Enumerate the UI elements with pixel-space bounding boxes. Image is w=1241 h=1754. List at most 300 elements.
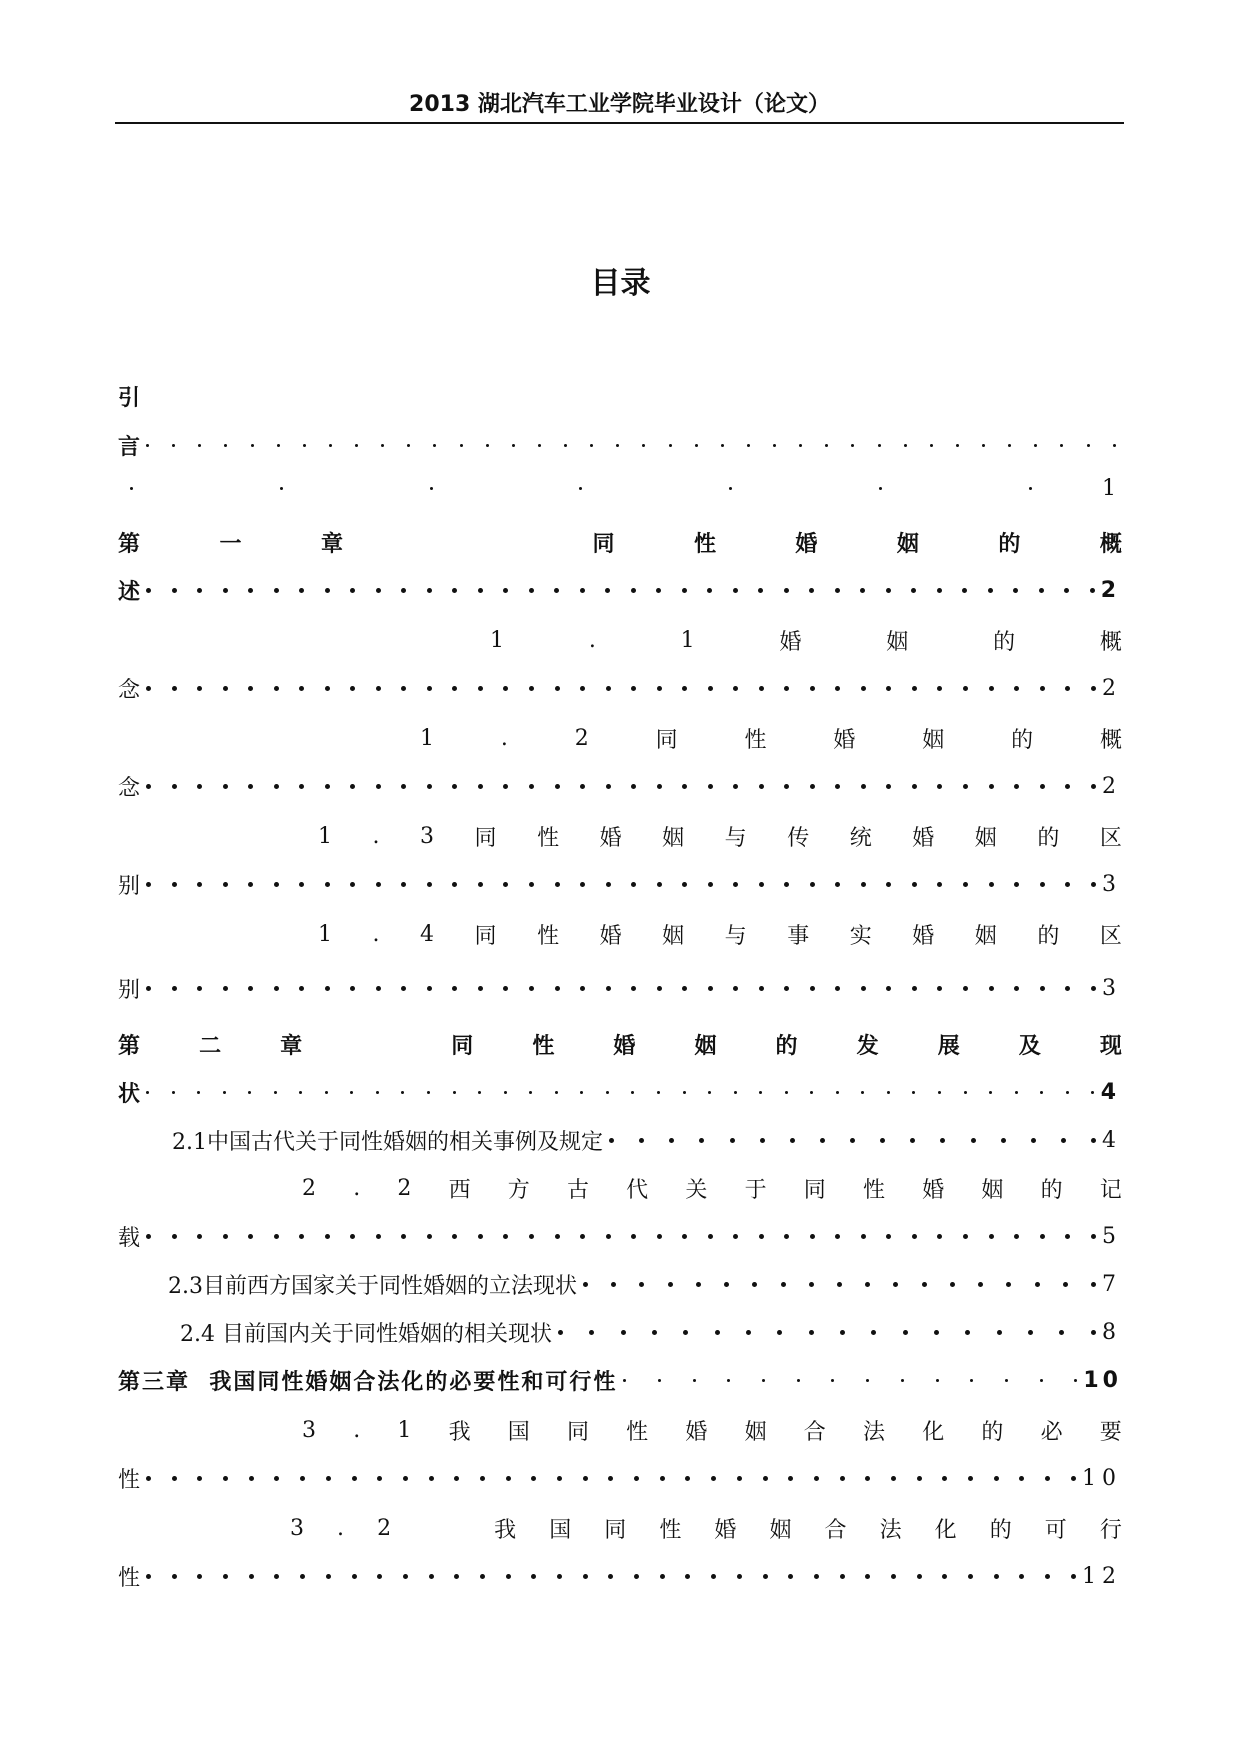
leader-dot [299, 784, 304, 789]
toc-s1-1-char: 概 [1099, 629, 1122, 655]
leader-dot [978, 1282, 983, 1287]
toc-intro-label-part2: 言 [118, 434, 141, 460]
leader-dot [784, 686, 789, 691]
leader-dot [634, 1476, 639, 1481]
leader-dot [146, 986, 151, 991]
leader-dot [734, 1091, 737, 1094]
leader-dot [1034, 444, 1037, 447]
leader-dot [840, 1574, 845, 1579]
leader-dot [529, 1234, 534, 1239]
leader-dot [1031, 1138, 1036, 1143]
leader-dot [1045, 1574, 1050, 1579]
leader-dot [146, 882, 151, 887]
toc-ch2-page: 4 [1100, 1079, 1122, 1105]
leader-dot [840, 1476, 845, 1481]
leader-dots [146, 1091, 1095, 1094]
leader-dot [1029, 487, 1032, 490]
leader-dot [711, 1476, 716, 1481]
leader-dot [799, 444, 802, 447]
leader-dot [223, 686, 228, 691]
toc-s3-1-char: 3 [302, 1417, 316, 1443]
leader-dots [146, 686, 1096, 691]
leader-dot [427, 986, 432, 991]
leader-dot [865, 1476, 870, 1481]
leader-dot [172, 784, 177, 789]
leader-dot [427, 882, 432, 887]
leader-dot [401, 986, 406, 991]
leader-dot [696, 1282, 701, 1287]
leader-dot [917, 1476, 922, 1481]
toc-s1-1-line1[interactable] [490, 620, 1122, 660]
leader-dots [146, 882, 1096, 887]
leader-dot [886, 986, 891, 991]
leader-dot [711, 1574, 716, 1579]
leader-dot [583, 1282, 588, 1287]
leader-dot [912, 1234, 917, 1239]
toc-s2-2-char: 2 [302, 1175, 316, 1201]
toc-s2-2-line2[interactable] [118, 1216, 1122, 1256]
leader-dot [747, 444, 750, 447]
leader-dot [994, 1476, 999, 1481]
leader-dot [249, 1476, 254, 1481]
leader-dot [708, 686, 713, 691]
toc-ch2-line2[interactable] [118, 1072, 1122, 1112]
leader-dot [274, 1234, 279, 1239]
leader-dot [376, 986, 381, 991]
leader-dot [934, 1330, 939, 1335]
leader-dot [355, 444, 358, 447]
leader-dot [922, 1282, 927, 1287]
toc-s3-2-char: 3 [290, 1515, 304, 1541]
leader-dot [950, 1282, 955, 1287]
leader-dot [429, 1574, 434, 1579]
leader-dot [452, 1234, 457, 1239]
toc-s3-1-char: 合 [803, 1419, 826, 1445]
leader-dot [880, 1138, 885, 1143]
leader-dot [658, 1379, 661, 1382]
leader-dot [835, 986, 840, 991]
leader-dot [891, 1476, 896, 1481]
toc-intro-line1[interactable] [118, 376, 1122, 416]
leader-dot [325, 686, 330, 691]
leader-dot [1087, 444, 1090, 447]
toc-s1-4-char: . [372, 921, 380, 947]
leader-dot [452, 986, 457, 991]
toc-s1-2-line1[interactable] [420, 718, 1122, 758]
leader-dot [146, 444, 149, 447]
leader-dot [1091, 1138, 1096, 1143]
leader-dot [729, 487, 732, 490]
toc-s1-4-char: 的 [1037, 923, 1060, 949]
toc-s1-3-char: 1 [318, 823, 332, 849]
leader-dot [248, 686, 253, 691]
leader-dot [989, 686, 994, 691]
toc-s1-4-line2[interactable] [118, 968, 1122, 1008]
leader-dot [506, 1574, 511, 1579]
leader-dot [299, 882, 304, 887]
leader-dot [325, 882, 330, 887]
toc-s1-4-char: 与 [724, 923, 747, 949]
leader-dot [303, 444, 306, 447]
leader-dot [1091, 882, 1096, 887]
toc-ch1-char: 概 [1099, 531, 1122, 557]
leader-dot [1040, 882, 1045, 887]
leader-dot [837, 1282, 842, 1287]
leader-dot [901, 1379, 904, 1382]
leader-dot [1028, 1330, 1033, 1335]
leader-dot [669, 444, 672, 447]
toc-s2-2-line1[interactable] [302, 1168, 1122, 1208]
leader-dot [1091, 1330, 1096, 1335]
leader-dot [605, 588, 610, 593]
leader-dot [891, 1574, 896, 1579]
leader-dot [788, 1574, 793, 1579]
leader-dot [912, 784, 917, 789]
toc-s3-1-tail: 性 [118, 1467, 141, 1493]
leader-dot [825, 444, 828, 447]
leader-dot [376, 686, 381, 691]
toc-s3-1-line1[interactable] [302, 1410, 1122, 1450]
toc-ch1-line2[interactable] [118, 570, 1122, 610]
leader-dot [580, 588, 585, 593]
leader-dot [912, 882, 917, 887]
leader-dot [172, 882, 177, 887]
leader-dot [746, 1330, 751, 1335]
leader-dot [299, 1234, 304, 1239]
toc-title: 目录 [590, 266, 651, 301]
leader-dot [963, 986, 968, 991]
leader-dot [623, 1379, 626, 1382]
leader-dot [555, 1091, 558, 1094]
leader-dot [329, 444, 332, 447]
leader-dot [861, 686, 866, 691]
toc-intro-label-part1: 引 [118, 385, 141, 411]
leader-dot [850, 1138, 855, 1143]
leader-dot [784, 1234, 789, 1239]
leader-dot [912, 986, 917, 991]
leader-dot [1090, 588, 1095, 593]
leader-dot [788, 1476, 793, 1481]
leader-dot [223, 784, 228, 789]
toc-s1-4-char: 性 [537, 923, 560, 949]
toc-s2-2-char: 的 [1040, 1177, 1063, 1203]
leader-dot [762, 1379, 765, 1382]
leader-dot [453, 1091, 456, 1094]
toc-s2-2-char: 于 [744, 1177, 767, 1203]
toc-s1-4-char: 同 [474, 923, 497, 949]
running-header: 2013 湖北汽车工业学院毕业设计（论文） [115, 88, 1124, 124]
leader-dot [1071, 1476, 1076, 1481]
leader-dot [1113, 444, 1116, 447]
leader-dot [427, 1234, 432, 1239]
leader-dot [557, 1574, 562, 1579]
leader-dot [763, 1476, 768, 1481]
leader-dots [146, 784, 1096, 789]
toc-s2-4-page: 8 [1102, 1319, 1122, 1345]
toc-s1-2-char: 概 [1099, 727, 1122, 753]
toc-ch2-char: 发 [856, 1033, 879, 1059]
leader-dot [325, 784, 330, 789]
leader-dot [580, 686, 585, 691]
toc-s2-3[interactable] [168, 1264, 1122, 1304]
toc-intro-line3[interactable] [118, 468, 1122, 508]
leader-dots [558, 1330, 1096, 1335]
leader-dot [784, 784, 789, 789]
toc-s3-2-char: 法 [879, 1517, 902, 1543]
leader-dot [249, 1574, 254, 1579]
leader-dot [994, 1574, 999, 1579]
leader-dot [427, 1091, 430, 1094]
leader-dot [886, 588, 891, 593]
leader-dot [657, 1234, 662, 1239]
leader-dot [377, 1476, 382, 1481]
leader-dot [784, 588, 789, 593]
leader-dot [657, 882, 662, 887]
toc-s2-3-label: 2.3目前西方国家关于同性婚姻的立法现状 [168, 1273, 577, 1299]
leader-dot [350, 588, 355, 593]
toc-s2-4-label: 2.4 目前国内关于同性婚姻的相关现状 [180, 1321, 552, 1347]
toc-s1-4-char: 婚 [912, 923, 935, 949]
leader-dot [579, 487, 582, 490]
toc-s3-1-char: 化 [922, 1419, 945, 1445]
leader-dot [685, 1574, 690, 1579]
leader-dot [529, 588, 534, 593]
leader-dot [784, 882, 789, 887]
leader-dot [790, 1138, 795, 1143]
leader-dot [274, 986, 279, 991]
leader-dot [616, 444, 619, 447]
leader-dot [478, 882, 483, 887]
leader-dot [1005, 1379, 1008, 1382]
leader-dot [968, 1476, 973, 1481]
leader-dot [248, 1091, 251, 1094]
toc-ch1-char: 姻 [896, 531, 919, 557]
leader-dot [708, 882, 713, 887]
leader-dot [274, 1574, 279, 1579]
toc-s2-1[interactable] [172, 1120, 1122, 1160]
toc-s1-4-line1[interactable] [318, 914, 1122, 954]
toc-s3-2-line1[interactable] [290, 1508, 1122, 1548]
leader-dot [478, 588, 483, 593]
leader-dot [861, 882, 866, 887]
leader-dot [529, 686, 534, 691]
leader-dot [733, 588, 738, 593]
toc-ch1-tail: 述 [118, 579, 141, 605]
toc-s2-1-page: 4 [1102, 1127, 1122, 1153]
toc-s1-3-line1[interactable] [318, 816, 1122, 856]
leader-dot [759, 1234, 764, 1239]
leader-dot [251, 444, 254, 447]
leader-dot [835, 1234, 840, 1239]
leader-dot [376, 784, 381, 789]
leader-dot [611, 1282, 616, 1287]
toc-ch2-char: 同 [451, 1033, 474, 1059]
toc-ch3[interactable] [118, 1360, 1122, 1400]
leader-dot [866, 1379, 869, 1382]
leader-dots [623, 1379, 1077, 1382]
toc-s3-1-char: 婚 [685, 1419, 708, 1445]
leader-dot [452, 784, 457, 789]
leader-dot [759, 986, 764, 991]
leader-dot [634, 1574, 639, 1579]
leader-dot [752, 1282, 757, 1287]
leader-dot [1019, 1574, 1024, 1579]
leader-dot [248, 784, 253, 789]
leader-dots [146, 588, 1095, 593]
leader-dot [708, 784, 713, 789]
toc-ch2-char: 展 [937, 1033, 960, 1059]
toc-s3-1-char: 1 [397, 1417, 412, 1443]
leader-dot [1014, 686, 1019, 691]
leader-dot [904, 444, 907, 447]
leader-dot [555, 784, 560, 789]
leader-dot [1001, 1138, 1006, 1143]
leader-dot [223, 1476, 228, 1481]
leader-dot [1059, 1330, 1064, 1335]
toc-s3-1-char: 姻 [744, 1419, 767, 1445]
leader-dot [274, 882, 279, 887]
leader-dot [172, 1476, 177, 1481]
toc-s1-4-char: 婚 [599, 923, 622, 949]
leader-dot [997, 1330, 1002, 1335]
toc-ch1-line1[interactable] [118, 522, 1122, 562]
toc-s1-3-line2[interactable] [118, 864, 1122, 904]
leader-dot [695, 444, 698, 447]
leader-dot [1091, 986, 1096, 991]
toc-s2-4[interactable] [180, 1312, 1122, 1352]
leader-dot [325, 1091, 328, 1094]
toc-s1-4-char: 区 [1099, 923, 1122, 949]
toc-s1-1-line2[interactable] [118, 668, 1122, 708]
toc-intro-line2[interactable] [118, 425, 1122, 465]
leader-dot [865, 1282, 870, 1287]
toc-s3-1-line2[interactable] [118, 1458, 1122, 1498]
leader-dot [989, 882, 994, 887]
leader-dot [708, 1234, 713, 1239]
leader-dot [930, 444, 933, 447]
toc-s1-3-char: 婚 [912, 825, 935, 851]
toc-s3-2-char: 化 [934, 1517, 957, 1543]
leader-dot [1014, 784, 1019, 789]
leader-dot [299, 588, 304, 593]
leader-dot [886, 1234, 891, 1239]
leader-dot [350, 1234, 355, 1239]
toc-s3-2-page: 12 [1082, 1563, 1122, 1589]
toc-ch2-line1[interactable] [118, 1024, 1122, 1064]
leader-dot [685, 1476, 690, 1481]
leader-dot [197, 784, 202, 789]
toc-s1-3-char: 3 [420, 823, 435, 849]
leader-dot [642, 444, 645, 447]
leader-dot [759, 1091, 762, 1094]
leader-dot [454, 1574, 459, 1579]
leader-dot [580, 882, 585, 887]
toc-s2-2-char: 西 [448, 1177, 471, 1203]
leader-dot [350, 784, 355, 789]
leader-dot [1063, 1282, 1068, 1287]
toc-s1-2-char: 婚 [833, 727, 856, 753]
leader-dot [376, 1091, 379, 1094]
leader-dot [940, 1138, 945, 1143]
leader-dot [724, 1282, 729, 1287]
leader-dot [963, 784, 968, 789]
toc-s1-2-line2[interactable] [118, 766, 1122, 806]
leader-dot [938, 1091, 941, 1094]
toc-s3-2-line2[interactable] [118, 1556, 1122, 1596]
leader-dots [146, 1234, 1096, 1239]
leader-dot [146, 588, 151, 593]
leader-dot [781, 1282, 786, 1287]
toc-s2-2-char: 姻 [981, 1177, 1004, 1203]
toc-s3-2-char: 同 [604, 1517, 627, 1543]
toc-s1-3-char: 婚 [599, 825, 622, 851]
leader-dot [835, 686, 840, 691]
leader-dot [971, 1138, 976, 1143]
toc-s1-3-char: 与 [724, 825, 747, 851]
leader-dot [350, 1091, 353, 1094]
leader-dot [555, 986, 560, 991]
leader-dot [529, 784, 534, 789]
leader-dot [146, 1574, 151, 1579]
leader-dot [350, 986, 355, 991]
toc-s1-3-char: . [372, 823, 380, 849]
toc-s1-1-char: 姻 [886, 629, 909, 655]
toc-s1-3-char: 的 [1037, 825, 1060, 851]
leader-dot [715, 1330, 720, 1335]
leader-dot [401, 784, 406, 789]
leader-dot [820, 1138, 825, 1143]
toc-s1-1-char: 1 [490, 627, 504, 653]
leader-dot [352, 1574, 357, 1579]
leader-dot [989, 986, 994, 991]
toc-s3-1-char: 法 [862, 1419, 885, 1445]
toc-s1-2-char: 2 [574, 725, 589, 751]
leader-dot [682, 784, 687, 789]
leader-dot [730, 1138, 735, 1143]
leader-dot [809, 1330, 814, 1335]
toc-s1-3-char: 姻 [662, 825, 685, 851]
leader-dots [130, 487, 1032, 490]
leader-dot [759, 686, 764, 691]
leader-dot [797, 1379, 800, 1382]
leader-dot [631, 882, 636, 887]
leader-dot [486, 444, 489, 447]
leader-dot [693, 1379, 696, 1382]
leader-dot [503, 588, 508, 593]
leader-dot [403, 1574, 408, 1579]
leader-dot [836, 1091, 839, 1094]
toc-s2-2-char: 婚 [922, 1177, 945, 1203]
leader-dot [224, 444, 227, 447]
toc-s2-2-char: . [353, 1175, 361, 1201]
toc-s1-3-char: 姻 [974, 825, 997, 851]
leader-dot [1019, 1476, 1024, 1481]
leader-dot [810, 686, 815, 691]
toc-ch2-char: 第 [118, 1033, 141, 1059]
leader-dot [478, 784, 483, 789]
toc-s2-2-char: 代 [626, 1177, 649, 1203]
leader-dot [683, 1091, 686, 1094]
leader-dot [639, 1138, 644, 1143]
leader-dot [555, 1234, 560, 1239]
toc-s1-2-char: 姻 [922, 727, 945, 753]
leader-dot [381, 444, 384, 447]
leader-dot [861, 986, 866, 991]
toc-s3-2-char: 姻 [769, 1517, 792, 1543]
leader-dot [452, 588, 457, 593]
toc-s3-1-char: 国 [507, 1419, 530, 1445]
leader-dot [606, 686, 611, 691]
